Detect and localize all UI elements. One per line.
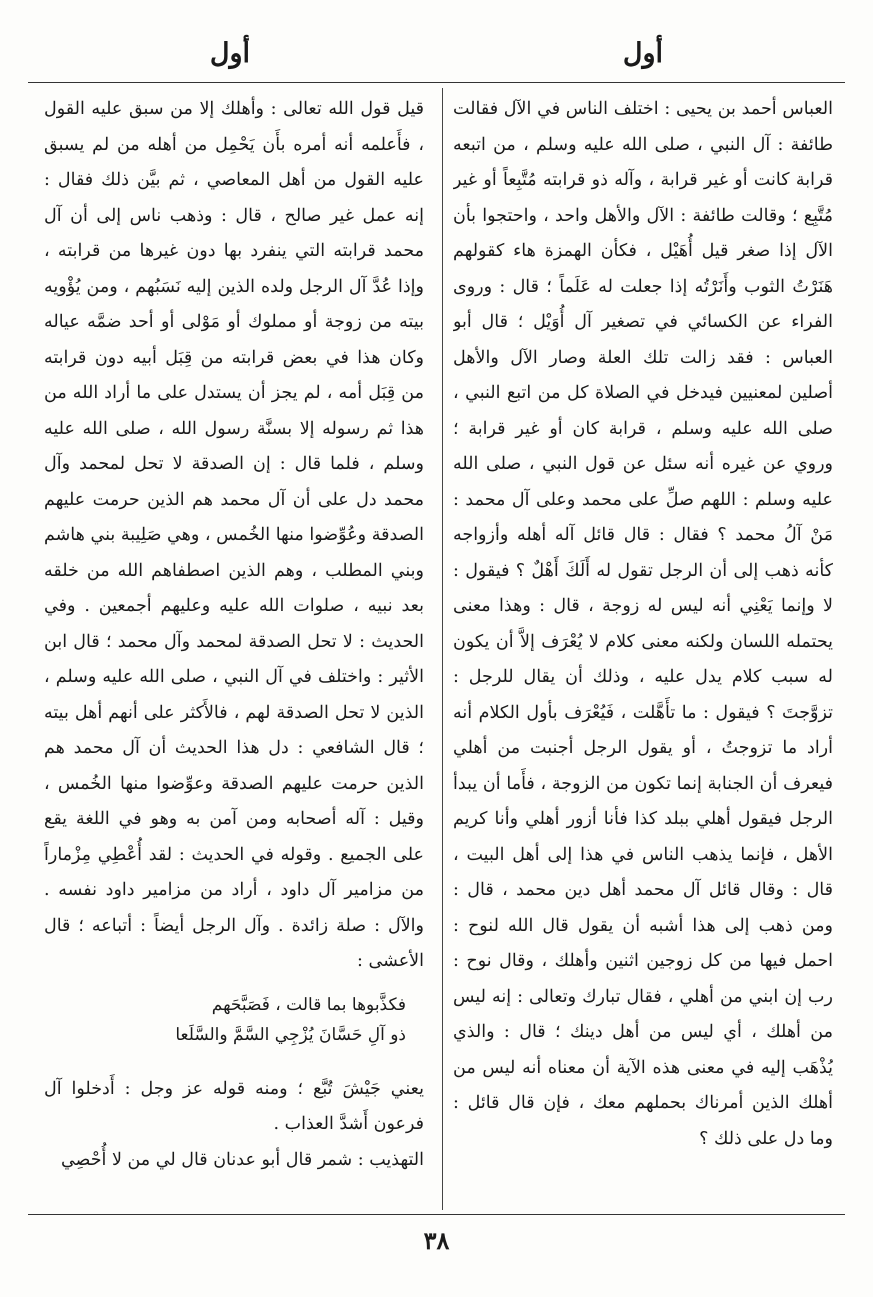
left-column xyxy=(44,92,424,1207)
right-column-text: العباس أحمد بن يحيى : اختلف الناس في الآل فقالت طائفة : آل النبي ، صلى الله عليه وسلم ، من اتبعه قرابة كانت أو غير قرابة ، وآله ذو قرابته مُتَّبِعاً أو غير مُتَّبِع ؛ وقالت طائفة : الآل والأهل واحد ، واحتجوا بأن الآل إذا صغر قيل أُهَيْل ، فكأن الهمزة هاء كقولهم هَنَرْتُ الثوب وأَنَرْتُه إذا جعلت له عَلَماً ؛ قال : وروى الفراء عن الكسائي في تصغير آل أُوَيْل ؛ قال أبو العباس : فقد زالت تلك العلة وصار الآل والأهل أصلين لمعنيين فيدخل في الصلاة كل من اتبع النبي ، صلى الله عليه وسلم ، قرابة كان أو غير قرابة ؛ وروي عن غيره أنه سئل عن قول النبي ، صلى الله عليه وسلم : اللهم صلِّ على محمد وعلى آل محمد : مَنْ آلُ محمد ؟ فقال : قال قائل آله أهله وأزواجه كأنه ذهب إلى أن الرجل تقول له أَلَكَ أَهْلٌ ؟ فيقول : لا وإنما يَعْنِي أنه ليس له زوجة ، قال : وهذا معنى يحتمله اللسان ولكنه معنى كلام لا يُعْرَف إلاَّ أن يكون له سبب كلام يدل عليه ، وذلك أن يقال للرجل : تزوَّجتَ ؟ فيقول : ما تأَهَّلت ، فَيُعْرَف بأول الكلام أنه أراد ما تزوجتُ ، أو يقول الرجل أجنبت من أهلي فيعرف أن الجنابة إنما تكون من الزوجة ، فأَما أن يبدأ الرجل فيقول أهلي ببلد كذا فأنا أزور أهلي وأنا كريم الأهل ، فإنما يذهب الناس في هذا إلى أهل البيت ، قال : وقال قائل آل محمد أهل دين محمد ، قال : ومن ذهب إلى هذا أشبه أن يقول قال الله لنوح : احمل فيها من كل زوجين اثنين وأهلك ، وقال نوح : رب إن ابني من أهلي ، فقال تبارك وتعالى : إنه ليس من أهلك ، أي ليس من أهل دينك ؛ قال : والذي يُذْهَب إليه في معنى هذه الآية أن معناه أنه ليس من أهلك الذين أمرناك بحملهم معك ، فإن قال قائل : وما دل على ذلك ؟ xyxy=(453,99,833,1149)
right-headword: أول xyxy=(622,37,664,69)
verse-line-2: ذو آلِ حَسَّانَ يُزْجِي السَّمَّ والسَّلَعا xyxy=(175,1024,406,1045)
poetry-verse xyxy=(44,990,424,1050)
page-number: ٣٨ xyxy=(423,1226,450,1255)
verse-line-1: فكذَّبوها بما قالت ، فَصَبَّحَهم xyxy=(211,994,406,1015)
left-column-text-2: يعني جَيْشَ تُبَّع ؛ ومنه قوله عز وجل : أَدخلوا آل فرعون أَشدَّ العذاب . xyxy=(44,1078,424,1134)
page-header xyxy=(40,28,833,78)
right-column xyxy=(453,92,833,1207)
column-divider xyxy=(442,88,443,1210)
footer-rule xyxy=(28,1214,845,1215)
left-column-text-1: قيل قول الله تعالى : وأهلك إلا من سبق عليه القول ، فأَعلمه أنه أمره بأَن يَحْمِل من أهله من لم يسبق عليه القول من أهل المعاصي ، ثم بيَّن ذلك فقال : إنه عمل غير صالح ، قال : وذهب ناس إلى أن آل محمد قرابته التي ينفرد بها دون غيرها من قرابته ، وإذا عُدَّ آل الرجل ولده الذين إليه نَسَبُهم ، ومن يُؤْويه بيته من زوجة أو مملوك أو مَوْلى أو أحد ضمَّه عياله وكان هذا في بعض قرابته من قِبَل أبيه دون قرابته من قِبَل أمه ، لم يجز أن يستدل على ما أراد الله من هذا ثم رسوله إلا بسنَّة رسول الله ، صلى الله عليه وسلم ، فلما قال : إن الصدقة لا تحل لمحمد وآل محمد دل على أن آل محمد هم الذين حرمت عليهم الصدقة وعُوِّضوا منها الخُمس ، وهي صَلِيبة بني هاشم وبني المطلب ، وهم الذين اصطفاهم الله من خلقه بعد نبيه ، صلوات الله عليه وعليهم أجمعين . وفي الحديث : لا تحل الصدقة لمحمد وآل محمد ؛ قال ابن الأثير : واختلف في آل النبي ، صلى الله عليه وسلم ، الذين لا تحل الصدقة لهم ، فالأَكثر على أنهم أهل بيته ؛ قال الشافعي : دل هذا الحديث أن آل محمد هم الذين حرمت عليهم الصدقة وعوِّضوا منها الخُمس ، وقيل : آله أصحابه ومن آمن به وهو في اللغة يقع على الجميع . وقوله في الحديث : لقد أُعْطِي مِزْماراً من مزامير آل داود ، أراد من مزامير داود نفسه . والآل : صلة زائدة . وآل الرجل أيضاً : أتباعه ؛ قال الأعشى : xyxy=(44,99,424,971)
header-rule xyxy=(28,82,845,83)
left-column-text-3: التهذيب : شمر قال أبو عدنان قال لي من لا أُحْصِي xyxy=(60,1149,424,1170)
left-headword: أول xyxy=(209,37,251,69)
paragraph-gap xyxy=(44,1058,424,1072)
